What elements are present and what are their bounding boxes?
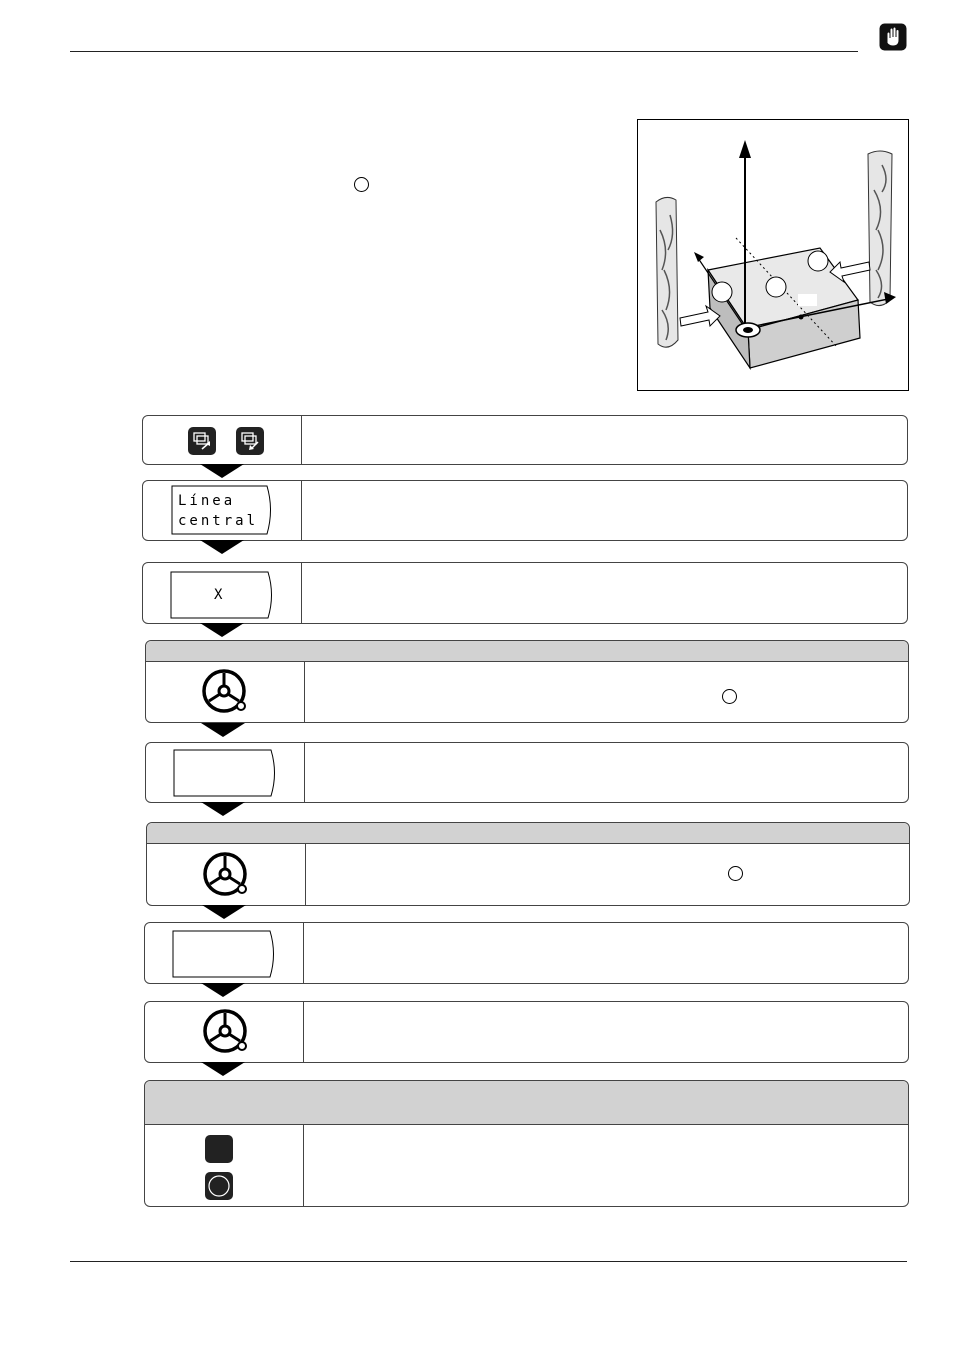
step-icon-cell xyxy=(146,743,305,802)
bottom-rule xyxy=(70,1261,907,1262)
handwheel-icon[interactable] xyxy=(201,850,253,902)
step-display-linea-central xyxy=(142,480,908,541)
handwheel-icon[interactable] xyxy=(201,1007,253,1059)
step-icon-cell xyxy=(146,662,305,722)
right-tool-icon xyxy=(868,151,892,306)
flow-arrow xyxy=(201,983,245,997)
step-display-axis xyxy=(142,562,908,624)
left-tool-icon xyxy=(656,197,678,347)
lcd-display xyxy=(171,485,275,535)
flow-arrow xyxy=(200,464,244,478)
step-handwheel-3 xyxy=(144,1001,909,1063)
lcd-line-1: Línea xyxy=(178,493,236,509)
step-icon-cell xyxy=(143,563,302,623)
step-icon-cell xyxy=(145,1002,304,1062)
step-icon-cell xyxy=(143,416,302,464)
step-handwheel-2 xyxy=(146,822,910,906)
reference-circle xyxy=(722,689,737,704)
flow-arrow xyxy=(200,540,244,554)
enter-key-icon[interactable] xyxy=(205,1135,233,1163)
step-display-blank-1 xyxy=(145,742,909,803)
step-display-blank-2 xyxy=(144,922,909,984)
lcd-line-2: central xyxy=(178,513,259,529)
step-handwheel-1 xyxy=(145,640,909,723)
centerline-figure xyxy=(638,120,908,390)
lcd-display xyxy=(170,571,276,619)
step-icon-cell xyxy=(147,844,306,905)
step-icon-cell xyxy=(145,1125,304,1206)
page-softkey-icon[interactable] xyxy=(188,427,216,455)
flow-arrow xyxy=(202,905,246,919)
top-rule xyxy=(70,51,858,52)
flow-arrow xyxy=(201,1062,245,1076)
step-icon-cell xyxy=(143,481,302,540)
step-softkey-select xyxy=(142,415,908,465)
flow-arrow xyxy=(201,723,245,737)
reference-circle xyxy=(354,177,369,192)
lcd-display xyxy=(173,749,279,797)
step-icon-cell xyxy=(145,923,304,983)
lcd-display xyxy=(172,930,278,978)
figure-frame xyxy=(637,119,909,391)
reference-circle xyxy=(728,866,743,881)
clear-key-icon[interactable] xyxy=(205,1172,233,1200)
axis-label: X xyxy=(214,587,226,603)
handwheel-icon[interactable] xyxy=(200,667,252,719)
step-keys xyxy=(144,1080,909,1207)
flow-arrow xyxy=(201,802,245,816)
hand-icon xyxy=(879,23,907,51)
page-softkey-icon[interactable] xyxy=(236,427,264,455)
flow-arrow xyxy=(200,623,244,637)
